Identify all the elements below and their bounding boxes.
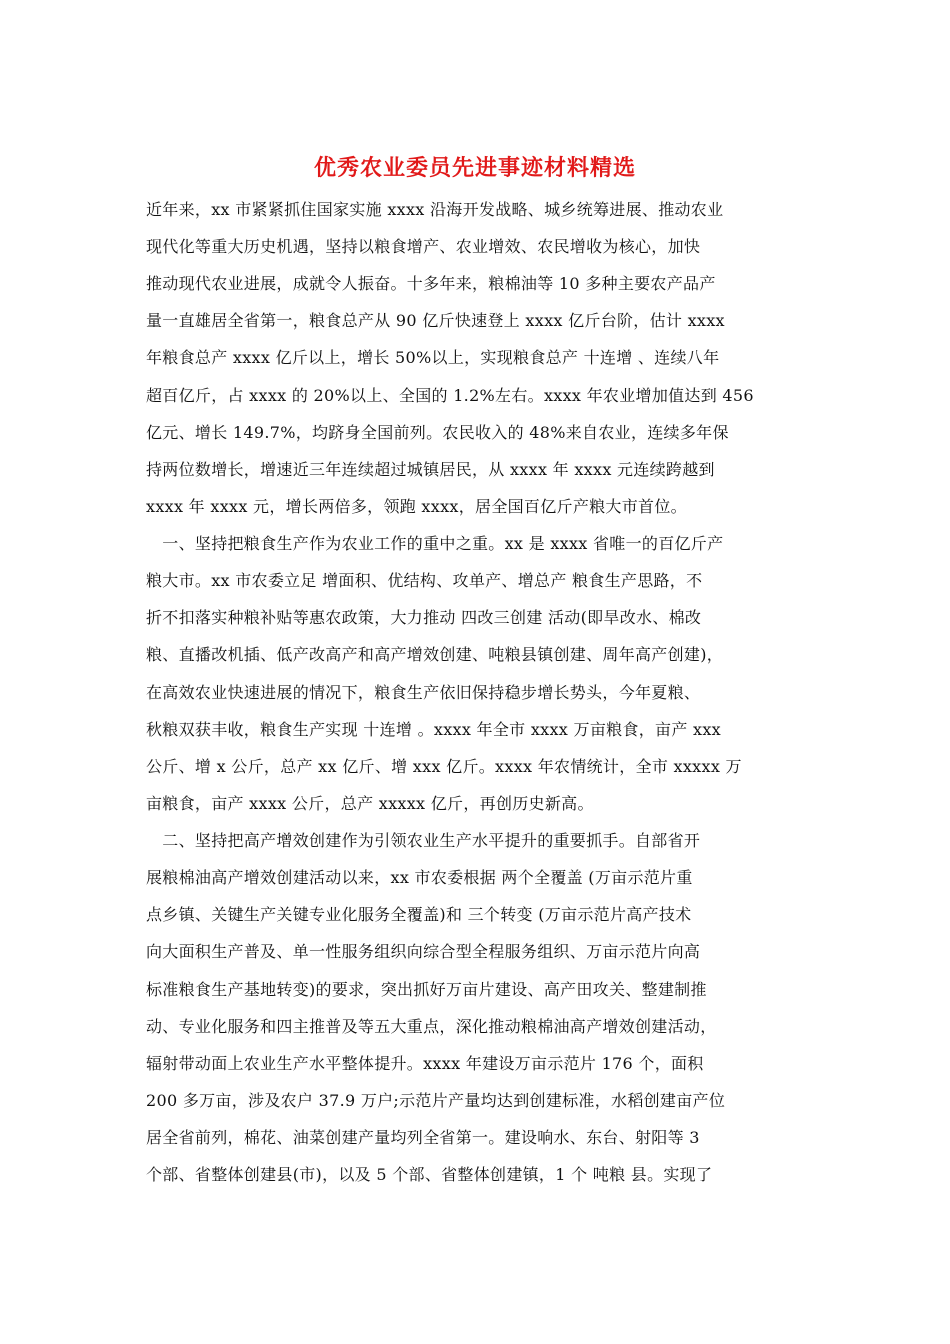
text-line: 推动现代农业进展，成就令人振奋。十多年来，粮棉油等 10 多种主要农产品产 <box>146 274 716 293</box>
text-line: 近年来，xx 市紧紧抓住国家实施 xxxx 沿海开发战略、城乡统筹进展、推动农业 <box>146 200 724 219</box>
text-line: 居全省前列，棉花、油菜创建产量均列全省第一。建设响水、东台、射阳等 3 <box>146 1128 700 1147</box>
text-line: 亩粮食，亩产 xxxx 公斤，总产 xxxxx 亿斤，再创历史新高。 <box>146 794 594 813</box>
text-line: 个部、省整体创建县(市)，以及 5 个部、省整体创建镇，1 个 吨粮 县。实现了 <box>146 1165 713 1184</box>
text-line: 持两位数增长，增速近三年连续超过城镇居民，从 xxxx 年 xxxx 元连续跨越到 <box>146 460 715 479</box>
text-line: 亿元、增长 149.7%，均跻身全国前列。农民收入的 48%来自农业，连续多年保 <box>146 423 729 442</box>
text-line: 现代化等重大历史机遇，坚持以粮食增产、农业增效、农民增收为核心，加快 <box>146 237 701 256</box>
text-line: 展粮棉油高产增效创建活动以来，xx 市农委根据 两个全覆盖 (万亩示范片重 <box>146 868 693 887</box>
text-line: 年粮食总产 xxxx 亿斤以上，增长 50%以上，实现粮食总产 十连增 、连续八年 <box>146 348 720 367</box>
text-line: 秋粮双获丰收，粮食生产实现 十连增 。xxxx 年全市 xxxx 万亩粮食，亩产 xxx <box>146 720 721 739</box>
text-line: 在高效农业快速进展的情况下，粮食生产依旧保持稳步增长势头，今年夏粮、 <box>146 683 701 702</box>
document-title: 优秀农业委员先进事迹材料精选 <box>313 155 636 181</box>
text-line: 粮、直播改机插、低产改高产和高产增效创建、吨粮县镇创建、周年高产创建)， <box>146 645 724 664</box>
text-line: 辐射带动面上农业生产水平整体提升。xxxx 年建设万亩示范片 176 个，面积 <box>146 1054 704 1073</box>
text-line: 向大面积生产普及、单一性服务组织向综合型全程服务组织、万亩示范片向高 <box>146 942 701 961</box>
text-line: 点乡镇、关键生产关键专业化服务全覆盖)和 三个转变 (万亩示范片高产技术 <box>146 905 692 924</box>
text-line: 200 多万亩，涉及农户 37.9 万户;示范片产量均达到创建标准，水稻创建亩产位 <box>146 1091 726 1110</box>
text-line: 粮大市。xx 市农委立足 增面积、优结构、攻单产、增总产 粮食生产思路，不 <box>146 571 703 590</box>
text-line: 超百亿斤，占 xxxx 的 20%以上、全国的 1.2%左右。xxxx 年农业增加值达到 456 <box>146 386 754 405</box>
paragraph-heading-line: 二、坚持把高产增效创建作为引领农业生产水平提升的重要抓手。自部省开 <box>146 831 701 850</box>
text-line: 公斤、增 x 公斤，总产 xx 亿斤、增 xxx 亿斤。xxxx 年农情统计，全市 xxxxx 万 <box>146 757 742 776</box>
text-line: 量一直雄居全省第一，粮食总产从 90 亿斤快速登上 xxxx 亿斤台阶，估计 xxxx <box>146 311 725 330</box>
paragraph-heading-line: 一、坚持把粮食生产作为农业工作的重中之重。xx 是 xxxx 省唯一的百亿斤产 <box>146 534 724 553</box>
text-line: 折不扣落实种粮补贴等惠农政策，大力推动 四改三创建 活动(即旱改水、棉改 <box>146 608 702 627</box>
text-line: xxxx 年 xxxx 元，增长两倍多，领跑 xxxx，居全国百亿斤产粮大市首位。 <box>146 497 687 516</box>
text-line: 标准粮食生产基地转变)的要求，突出抓好万亩片建设、高产田攻关、整建制推 <box>146 980 707 999</box>
text-line: 动、专业化服务和四主推普及等五大重点，深化推动粮棉油高产增效创建活动， <box>146 1017 717 1036</box>
